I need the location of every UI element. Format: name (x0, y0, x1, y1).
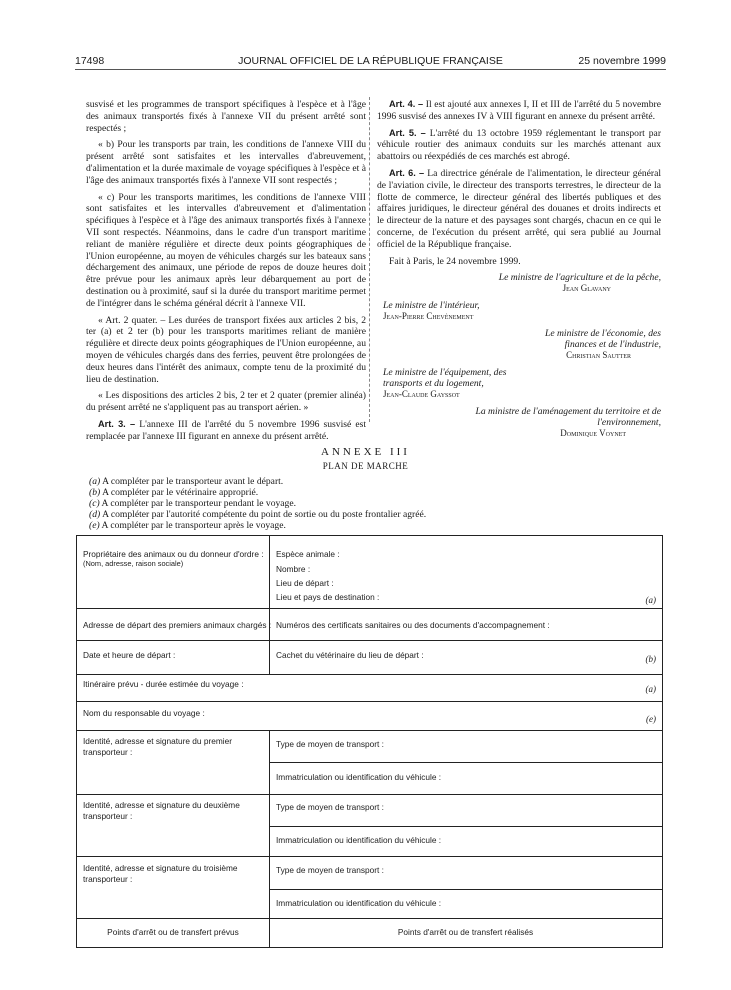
legend-code: (b) (89, 487, 101, 498)
legend-item (89, 476, 426, 487)
signature-block (377, 406, 661, 439)
carrier-3-label: Identité, adresse et signature du troisième transporteur : (83, 863, 238, 884)
column-separator (369, 97, 370, 422)
registration-label: Immatriculation ou identification du véhicule : (276, 898, 442, 908)
fill-code: (b) (645, 654, 656, 664)
form-row-line (269, 826, 662, 827)
annex-legend (89, 476, 426, 531)
actual-stops-header: Points d'arrêt ou de transfert réalisés (397, 927, 534, 937)
paragraph: susvisé et les programmes de transport spécifiques à l'espèce et à l'âge des animaux transportés fixés à l'annexe VII du présent arrêté sont respectés ; (86, 99, 366, 134)
legend-text: A compléter par le transporteur pendant le voyage. (101, 498, 296, 509)
annex-subtitle: PLAN DE MARCHE (322, 461, 409, 471)
species-field-label: Espèce animale : (276, 549, 340, 559)
article-4 (377, 99, 661, 123)
vet-stamp-label: Cachet du vétérinaire du lieu de départ : (276, 650, 424, 660)
departure-datetime-label: Date et heure de départ : (83, 650, 176, 660)
itinerary-label: Itinéraire prévu - durée estimée du voyage : (83, 679, 244, 689)
legend-text: A compléter par l'autorité compétente du point de sortie ou du poste frontalier agréé. (102, 509, 427, 520)
header-rule (75, 69, 666, 70)
issue-date: 25 novembre 1999 (578, 55, 666, 67)
form-row-line (77, 856, 662, 857)
signature-block (377, 300, 661, 322)
paragraph: « Les dispositions des articles 2 bis, 2 ter et 2 quater (premier alinéa) du présent arrêté ne s'appliquent pas au transport aérien. » (86, 390, 366, 414)
page-number: 17498 (75, 55, 105, 67)
owner-field-label (83, 549, 267, 568)
form-row-line (77, 640, 662, 641)
page-header (75, 55, 666, 69)
transport-type-label: Type de moyen de transport : (276, 802, 384, 812)
legend-item (89, 487, 426, 498)
signature-title: Le ministre de l'agriculture et de la pêche, (498, 272, 661, 284)
signature-title: Le ministre de l'économie, des finances et de l'industrie, (545, 328, 661, 351)
signature-name: Jean-Claude Gayssot (383, 389, 460, 400)
form-row-line (269, 889, 662, 890)
fill-code: (a) (645, 684, 656, 694)
legend-text: A compléter par le transporteur après le voyage. (101, 520, 286, 531)
article-text: Il est ajouté aux annexes I, II et III de l'arrêté du 5 novembre 1996 susvisé des annexes IV à VIII figurant en annexe du présent arrêté. (377, 99, 661, 122)
plan-de-marche-form (76, 535, 663, 948)
legend-code: (c) (89, 498, 100, 509)
destination-label: Lieu et pays de destination : (276, 592, 380, 602)
journal-title: JOURNAL OFFICIEL DE LA RÉPUBLIQUE FRANÇAISE (238, 55, 503, 67)
departure-address-label: Adresse de départ des premiers animaux chargés : (83, 620, 272, 630)
form-row-line (77, 608, 662, 609)
signature-title: La ministre de l'aménagement du territoire et de l'environnement, (475, 406, 661, 429)
planned-stops-header: Points d'arrêt ou de transfert prévus (107, 927, 239, 937)
legend-item (89, 498, 426, 509)
article-text: L'arrêté du 13 octobre 1959 réglementant le transport par véhicule routier des animaux conduits sur les marchés attenant aux abattoirs ou réexpédiés de ces marchés est abrogé. (377, 127, 662, 163)
article-label: Art. 3. – (98, 418, 136, 429)
signature-name: Christian Sautter (566, 350, 631, 361)
article-3 (86, 419, 366, 443)
signature-name: Jean Glavany (562, 283, 611, 294)
form-row-line (77, 918, 662, 919)
paragraph: « Art. 2 quater. – Les durées de transport fixées aux articles 2 bis, 2 ter (a) et 2 ter (b) pour les transports maritimes reliant de manière régulière et directe deux points géographiques de l'Union européenne, au moyen de véhicules chargés dans des ferries, peuvent être prolongées de deux heures dans l'intérêt des animaux, compte tenu de la proximité du lieu de destination. (86, 314, 366, 385)
form-row-line (77, 794, 662, 795)
legend-text: A compléter par le vétérinaire approprié. (102, 487, 259, 498)
form-divider (269, 608, 270, 674)
signature-name: Dominique Voynet (560, 428, 626, 439)
owner-sublabel: (Nom, adresse, raison sociale) (83, 559, 184, 568)
transport-type-label: Type de moyen de transport : (276, 739, 384, 749)
number-field-label: Nombre : (276, 564, 311, 574)
left-column (86, 99, 366, 448)
signature-name: Jean-Pierre Chevènement (383, 311, 474, 322)
form-row-line (77, 674, 662, 675)
article-label: Art. 4. – (389, 99, 424, 109)
signature-title: Le ministre de l'équipement, des transports et du logement, (383, 367, 507, 390)
article-6 (377, 168, 661, 251)
fill-code: (a) (645, 595, 656, 605)
registration-label: Immatriculation ou identification du véhicule : (276, 835, 442, 845)
signing-place-date: Fait à Paris, le 24 novembre 1999. (389, 255, 521, 267)
article-5 (377, 128, 661, 163)
form-row-line (77, 947, 662, 948)
fill-code: (e) (646, 714, 656, 724)
carrier-1-label: Identité, adresse et signature du premier transporteur : (83, 736, 232, 757)
signature-title: Le ministre de l'intérieur, (383, 300, 480, 312)
responsible-label: Nom du responsable du voyage : (83, 708, 205, 718)
legend-code: (a) (89, 476, 101, 487)
paragraph: « c) Pour les transports maritimes, les conditions de l'annexe VIII sont satisfaites et les intervalles d'abreuvement et d'alimentation spécifiques à l'espèce et à l'âge des animaux transportés fixés à l'annexe VII sont respectés. Néanmoins, dans le cadre d'un transport maritime reliant de manière régulière et directe deux points géographiques de l'Union européenne, au moyen de véhicules chargés sur les bateaux sans déchargement des animaux, une période de repos de douze heures doit être prévue pour les animaux après leur débarquement au port de destination ou à proximité, sauf si la durée du transport maritime permet de l'intégrer dans le schéma général décrit à l'annexe VII. (86, 191, 366, 309)
right-column (377, 99, 661, 445)
signature-block (377, 328, 661, 361)
article-text: La directrice générale de l'alimentation, le directeur général de l'aviation civile, le directeur des transports terrestres, le directeur de la flotte de commerce, le directeur général des libertés publiques et des affaires juridiques, le directeur général des douanes et droits indirects et le directeur de la nature et des paysages sont chargés, chacun en ce qui le concerne, de l'exécution du présent arrêté, qui sera publié au Journal officiel de la République française. (377, 167, 661, 250)
form-divider (269, 536, 270, 608)
form-row-line (269, 762, 662, 763)
article-text: L'annexe III de l'arrêté du 5 novembre 1996 susvisé est remplacée par l'annexe III figurant en annexe du présent arrêté. (86, 418, 366, 442)
article-label: Art. 5. – (389, 127, 426, 138)
article-label: Art. 6. – (389, 167, 425, 178)
annex-title: ANNEXE III (321, 446, 410, 458)
form-row-line (77, 730, 662, 731)
owner-label: Propriétaire des animaux ou du donneur d'ordre : (83, 549, 264, 559)
paragraph: « b) Pour les transports par train, les conditions de l'annexe VIII du présent arrêté sont satisfaites et les intervalles d'abreuvement, d'alimentation et la durée maximale de voyage spécifiques à l'espèce et à l'âge des animaux transportés fixés à l'annexe VII sont respectés ; (86, 139, 366, 186)
legend-item (89, 509, 426, 520)
signature-block (377, 272, 661, 294)
registration-label: Immatriculation ou identification du véhicule : (276, 772, 442, 782)
carrier-2-label: Identité, adresse et signature du deuxième transporteur : (83, 800, 240, 821)
form-row-line (77, 701, 662, 702)
certificates-label: Numéros des certificats sanitaires ou des documents d'accompagnement : (276, 620, 550, 630)
legend-code: (e) (89, 520, 100, 531)
signature-block (377, 367, 661, 400)
legend-text: A compléter par le transporteur avant le départ. (102, 476, 284, 487)
legend-item (89, 520, 426, 531)
transport-type-label: Type de moyen de transport : (276, 865, 384, 875)
legend-code: (d) (89, 509, 101, 520)
departure-place-label: Lieu de départ : (276, 578, 334, 588)
